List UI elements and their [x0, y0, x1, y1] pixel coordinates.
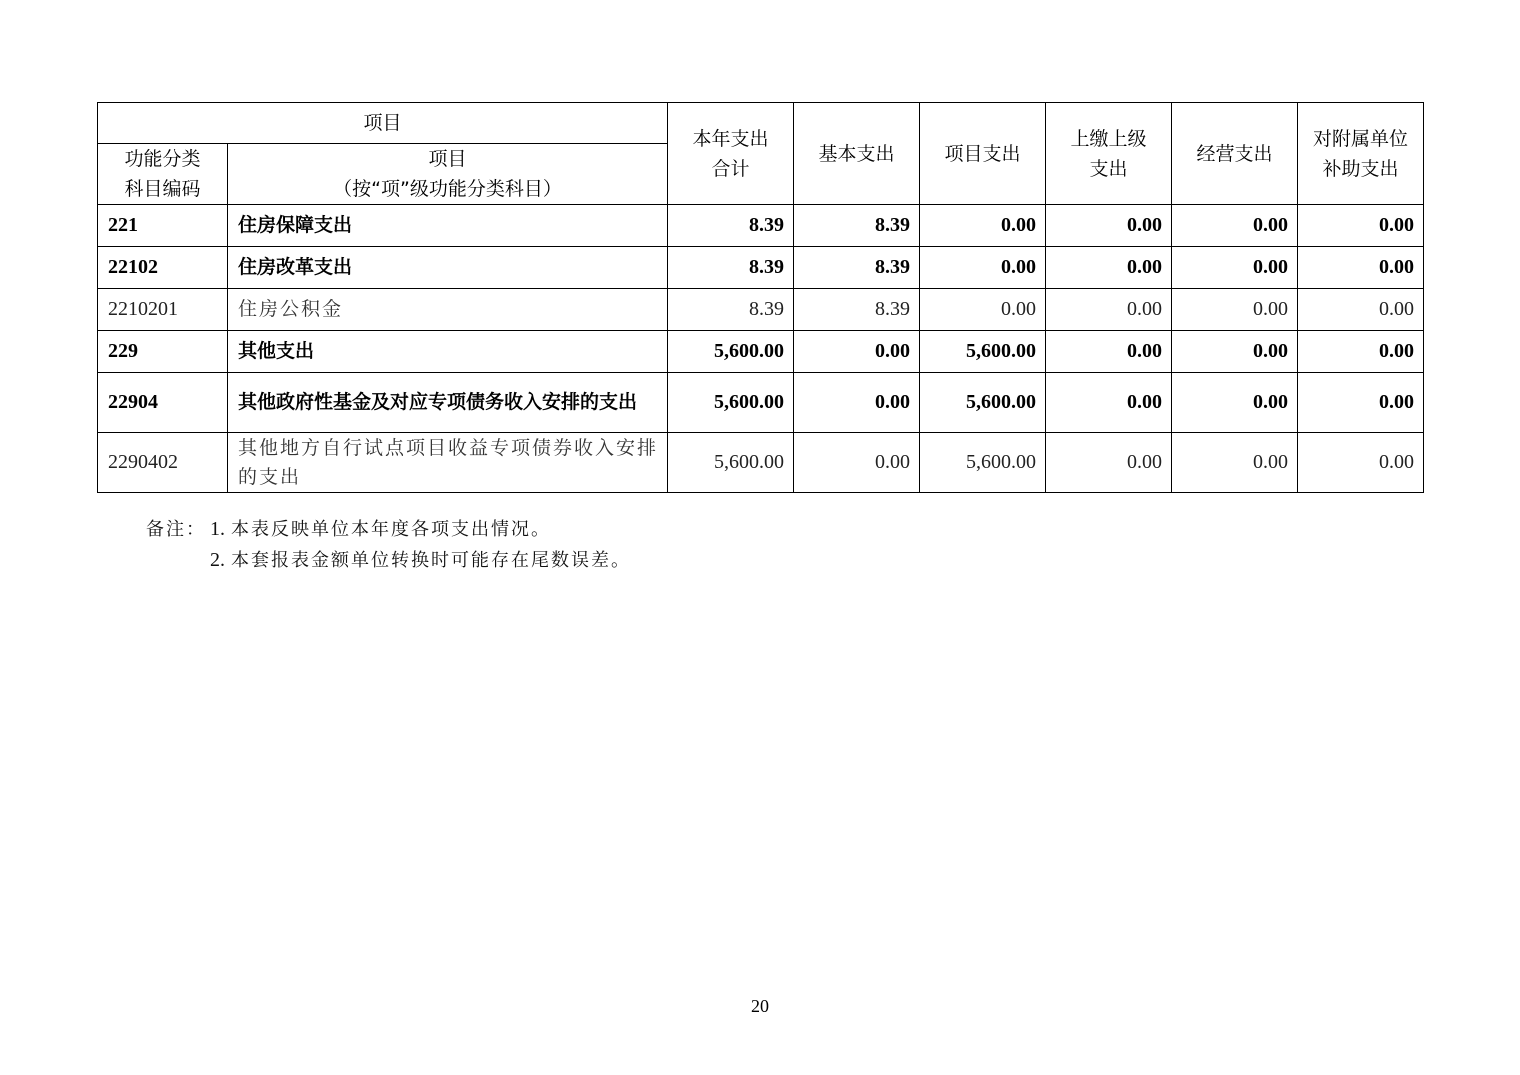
- row-value: 5,600.00: [920, 331, 1046, 373]
- header-remit-superior: [1046, 103, 1172, 205]
- row-code: 221: [98, 205, 228, 247]
- row-value: 8.39: [794, 289, 920, 331]
- table-row: [98, 289, 1424, 331]
- row-value: 5,600.00: [668, 433, 794, 493]
- row-code: 229: [98, 331, 228, 373]
- row-value: 0.00: [1046, 289, 1172, 331]
- row-value: 5,600.00: [920, 373, 1046, 433]
- row-value: 0.00: [1046, 331, 1172, 373]
- header-name: [228, 144, 668, 205]
- row-value: 0.00: [1172, 247, 1298, 289]
- row-value: 0.00: [1046, 433, 1172, 493]
- row-value: 8.39: [668, 247, 794, 289]
- row-value: 0.00: [1298, 433, 1424, 493]
- header-total-line1: 本年支出: [692, 127, 769, 150]
- row-name: 其他政府性基金及对应专项债务收入安排的支出: [228, 373, 668, 433]
- row-value: 8.39: [794, 205, 920, 247]
- row-value: 0.00: [1046, 247, 1172, 289]
- row-value: 0.00: [1172, 373, 1298, 433]
- row-code: 22102: [98, 247, 228, 289]
- header-name-line1: 项目: [428, 148, 467, 170]
- row-value: 0.00: [1298, 289, 1424, 331]
- note-index: 1.: [210, 518, 225, 540]
- row-value: 0.00: [920, 247, 1046, 289]
- header-remit-line2: 支出: [1089, 157, 1128, 180]
- row-value: 0.00: [794, 433, 920, 493]
- note-index: 2.: [210, 549, 225, 571]
- note-line: [146, 514, 631, 545]
- row-name: 住房改革支出: [228, 247, 668, 289]
- table-row: [98, 433, 1424, 493]
- row-name: 其他地方自行试点项目收益专项债券收入安排的支出: [228, 433, 668, 493]
- note-text: 本表反映单位本年度各项支出情况。: [231, 519, 551, 540]
- row-name: 住房保障支出: [228, 205, 668, 247]
- header-group-label: 项目: [98, 103, 668, 144]
- header-remit-line1: 上缴上级: [1070, 127, 1147, 150]
- row-value: 0.00: [1298, 205, 1424, 247]
- header-operating: [1172, 103, 1298, 205]
- table-row: [98, 205, 1424, 247]
- row-value: 0.00: [794, 373, 920, 433]
- header-operating-line1: 经营支出: [1196, 142, 1273, 165]
- note-line: [146, 545, 631, 576]
- row-value: 0.00: [1298, 247, 1424, 289]
- notes: [146, 514, 631, 576]
- header-code: [98, 144, 228, 205]
- row-value: 0.00: [1172, 433, 1298, 493]
- row-value: 8.39: [794, 247, 920, 289]
- header-subsidy-line2: 补助支出: [1322, 157, 1399, 180]
- row-code: 2290402: [98, 433, 228, 493]
- table-row: [98, 247, 1424, 289]
- row-value: 0.00: [920, 289, 1046, 331]
- page-number: 20: [751, 996, 769, 1016]
- header-total: [668, 103, 794, 205]
- header-total-line2: 合计: [711, 157, 750, 180]
- row-value: 0.00: [1046, 205, 1172, 247]
- header-subsidy: [1298, 103, 1424, 205]
- row-value: 8.39: [668, 205, 794, 247]
- header-project-line1: 项目支出: [944, 142, 1021, 165]
- header-basic-line1: 基本支出: [818, 142, 895, 165]
- expenditure-table: [97, 102, 1424, 493]
- row-value: 5,600.00: [668, 331, 794, 373]
- header-name-line2: （按“项”级功能分类科目）: [333, 178, 562, 200]
- notes-label: 备注：: [146, 519, 206, 540]
- row-value: 0.00: [1172, 331, 1298, 373]
- row-code: 2210201: [98, 289, 228, 331]
- row-value: 5,600.00: [920, 433, 1046, 493]
- header-basic: [794, 103, 920, 205]
- header-code-line2: 科目编码: [124, 178, 201, 200]
- row-value: 0.00: [920, 205, 1046, 247]
- note-text: 本套报表金额单位转换时可能存在尾数误差。: [231, 550, 631, 571]
- row-value: 0.00: [1298, 331, 1424, 373]
- header-subsidy-line1: 对附属单位: [1313, 127, 1409, 150]
- row-code: 22904: [98, 373, 228, 433]
- row-value: 5,600.00: [668, 373, 794, 433]
- table-row: [98, 373, 1424, 433]
- row-name: 住房公积金: [228, 289, 668, 331]
- header-project: [920, 103, 1046, 205]
- row-value: 0.00: [1046, 373, 1172, 433]
- row-name: 其他支出: [228, 331, 668, 373]
- table-row: [98, 331, 1424, 373]
- row-value: 0.00: [1172, 289, 1298, 331]
- row-value: 8.39: [668, 289, 794, 331]
- row-value: 0.00: [794, 331, 920, 373]
- header-code-line1: 功能分类: [124, 148, 201, 170]
- row-value: 0.00: [1298, 373, 1424, 433]
- row-value: 0.00: [1172, 205, 1298, 247]
